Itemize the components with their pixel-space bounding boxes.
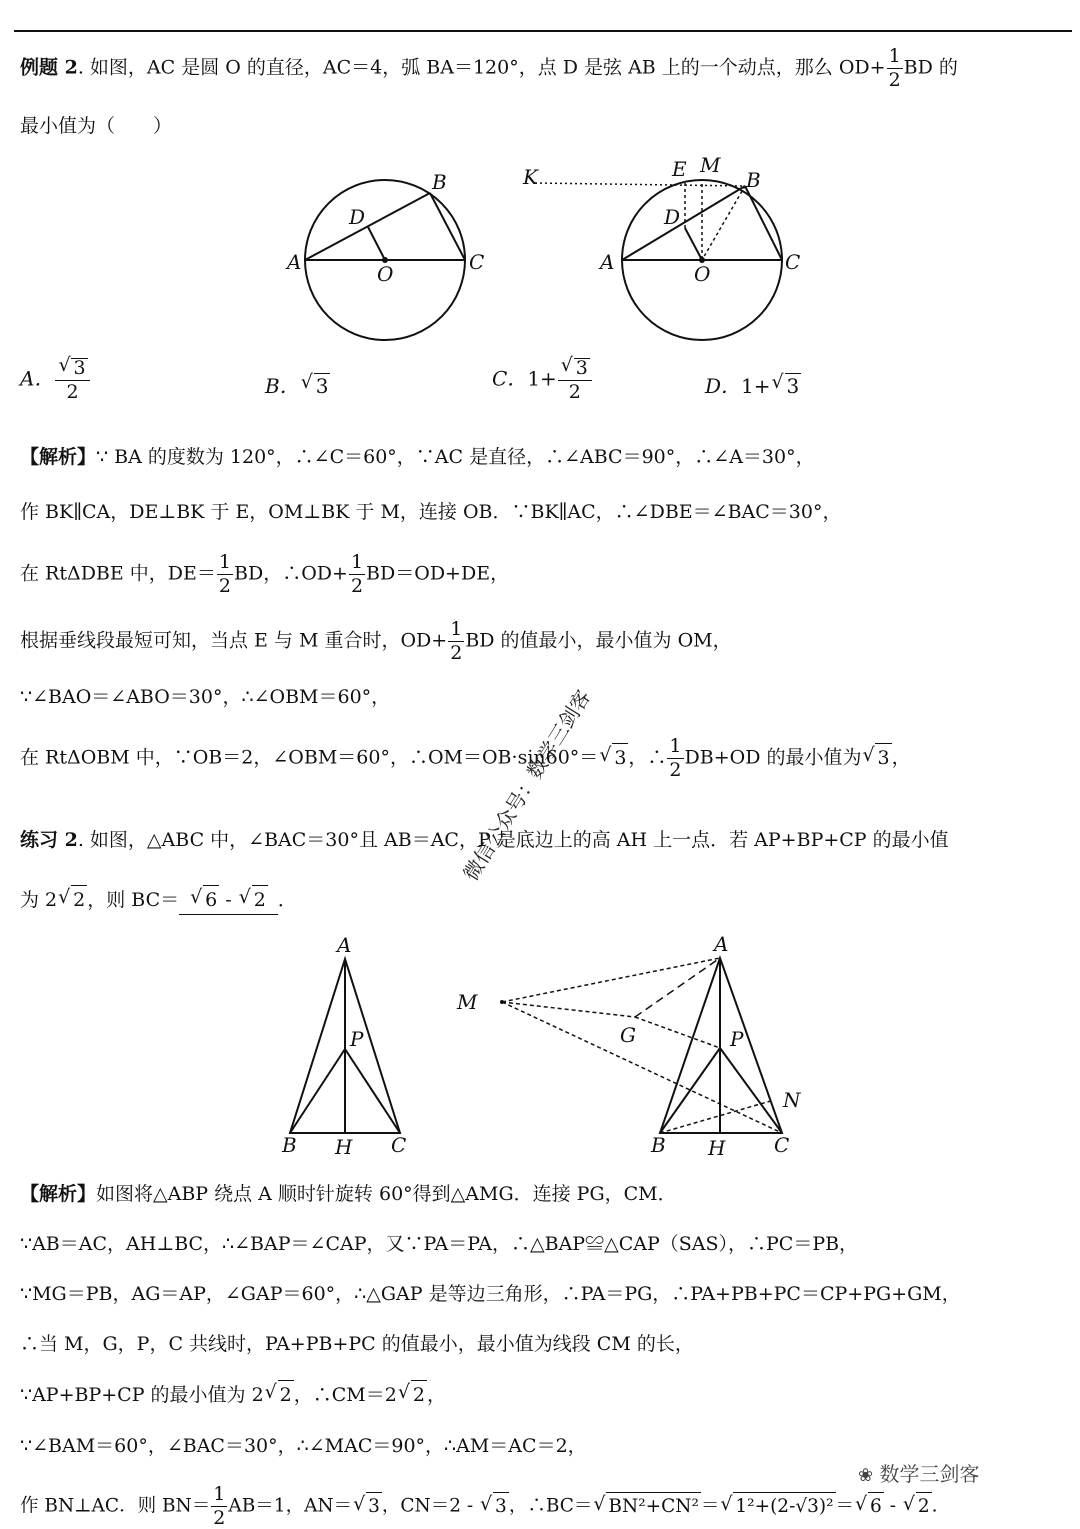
top-rule	[14, 30, 1072, 32]
practice2-label: 练习 2	[20, 829, 78, 851]
fig4-label-m: M	[457, 990, 478, 1014]
example2-text: . 如图，AC 是圆 O 的直径，AC＝4，弧 BA＝120°，点 D 是弦 AB 上的一个动点，那么 OD+	[77, 56, 886, 79]
option-a[interactable]: A． √ $\frac{3}{2}$	[20, 358, 91, 402]
solution1-line3: 在 RtΔDBE 中，DE＝ $\frac{1}{2}$ BD，∴OD+ $\frac{1}{2}$ BD＝OD+DE，	[20, 551, 510, 597]
fig2-label-c: C	[785, 250, 801, 274]
solution1-line2: 作 BK∥CA，DE⊥BK 于 E，OM⊥BK 于 M，连接 OB．∵BK∥AC，∴∠DBE＝∠BAC＝30°，	[20, 501, 842, 523]
answer-blank: √ 6 - √ 2	[179, 885, 278, 915]
logo-text: 数学三剑客	[879, 1462, 980, 1486]
brand-logo	[858, 1458, 979, 1487]
solution2-line6: ∵∠BAM＝60°，∠BAC＝30°，∴∠MAC＝90°，∴AM＝AC＝2，	[20, 1435, 587, 1457]
fig1-label-c: C	[469, 250, 485, 274]
fig4-label-h: H	[708, 1136, 726, 1160]
fig2-label-o: O	[694, 262, 711, 286]
fig4-label-a: A	[714, 932, 729, 956]
option-c[interactable]: C．1+ √ $\frac{3}{2}$	[492, 358, 593, 402]
example2-label: 例题 2	[20, 56, 78, 79]
example2-line2: 最小值为（ ）	[20, 115, 173, 137]
solution1-line1: 【解析】∵ BA 的度数为 120°，∴∠C＝60°，∵AC 是直径，∴∠ABC＝90°，∴∠A＝30°，	[20, 446, 815, 468]
solution1-line4: 根据垂线段最短可知，当点 E 与 M 重合时，OD+ $\frac{1}{2}$ BD 的值最小，最小值为 OM，	[20, 618, 732, 664]
fraction-half: $\frac{1}{2}$	[888, 45, 901, 91]
fig4-label-c: C	[774, 1133, 790, 1157]
fig2-label-b: B	[746, 168, 761, 192]
fig1-label-o: O	[377, 262, 394, 286]
segment-od	[368, 227, 385, 260]
watermark-text: 微信公众号：数学三剑客	[458, 685, 596, 885]
solution1-line6: 在 RtΔOBM 中，∵OB＝2，∠OBM＝60°，∴OM＝OB·sin60°＝√ 3 ，∴ $\frac{1}{2}$ DB+OD 的最小值为√ 3 ，	[20, 737, 911, 780]
fig4-label-b: B	[651, 1133, 666, 1157]
solution1-line5: ∵∠BAO＝∠ABO＝30°，∴∠OBM＝60°，	[20, 686, 391, 708]
option-b[interactable]: B．√ 3	[265, 370, 330, 399]
solution2-line7: 作 BN⊥AC．则 BN＝ $\frac{1}{2}$ AB＝1，AN＝√ 3 ，CN＝2 - √ 3 ，∴BC＝√ BN²+CN² ＝√ 1²+(2-√3)² ＝√ 6 - √ 2 .	[20, 1485, 938, 1528]
fig2-label-e: E	[672, 157, 687, 181]
fig3-label-p: P	[350, 1027, 364, 1051]
fig4-label-n: N	[783, 1088, 801, 1112]
fig2-label-d: D	[664, 205, 681, 229]
fig2-label-a: A	[600, 250, 615, 274]
solution1-tag: 【解析】	[20, 446, 97, 468]
practice2-line2: 为 2√ 2 ，则 BC＝√ 6 - √ 2 ．	[20, 885, 297, 915]
fig3-label-h: H	[335, 1135, 353, 1159]
solution2-line2: ∵AB＝AC，AH⊥BC，∴∠BAP＝∠CAP，又∵PA＝PA，∴△BAP≌△CAP（SAS），∴PC＝PB，	[20, 1233, 859, 1255]
fig1-label-d: D	[349, 205, 366, 229]
solution2-line4: ∴当 M，G，P，C 共线时，PA+PB+PC 的值最小，最小值为线段 CM 的长，	[20, 1333, 694, 1355]
solution2-line3: ∵MG＝PB，AG＝AP，∠GAP＝60°，∴△GAP 是等边三角形，∴PA＝PG，∴PA+PB+PC＝CP+PG+GM，	[20, 1283, 961, 1305]
fig1-label-b: B	[432, 170, 447, 194]
fig3-label-b: B	[282, 1133, 297, 1157]
figure-circle-1	[280, 165, 500, 345]
solution2-tag: 【解析】	[20, 1183, 97, 1205]
fig3-label-c: C	[391, 1133, 407, 1157]
solution2-line5: ∵AP+BP+CP 的最小值为 2√ 2 ，∴CM＝2√ 2 ，	[20, 1380, 446, 1409]
example2-text-b: BD 的	[903, 56, 958, 79]
example2-line1	[20, 47, 958, 90]
fig4-label-p: P	[730, 1027, 744, 1051]
chord-bc	[430, 193, 465, 260]
option-d[interactable]: D．1+√ 3	[705, 370, 801, 399]
fig2-label-m: M	[700, 153, 721, 177]
fig1-label-a: A	[287, 250, 302, 274]
chord-ab	[305, 193, 430, 260]
figure-circle-2	[520, 150, 820, 350]
fig4-label-g: G	[620, 1023, 636, 1047]
wechat-icon: ❀	[858, 1465, 874, 1486]
fig3-label-a: A	[337, 933, 352, 957]
practice2-line1: 练习 2. 如图，△ABC 中，∠BAC＝30°且 AB＝AC，P 是底边上的高 AH 上一点．若 AP+BP+CP 的最小值	[20, 829, 949, 851]
solution2-line1: 【解析】如图将△ABP 绕点 A 顺时针旋转 60°得到△AMG．连接 PG，CM．	[20, 1183, 677, 1205]
figure-triangle-2	[490, 950, 810, 1140]
fig2-label-k: K	[523, 165, 538, 189]
